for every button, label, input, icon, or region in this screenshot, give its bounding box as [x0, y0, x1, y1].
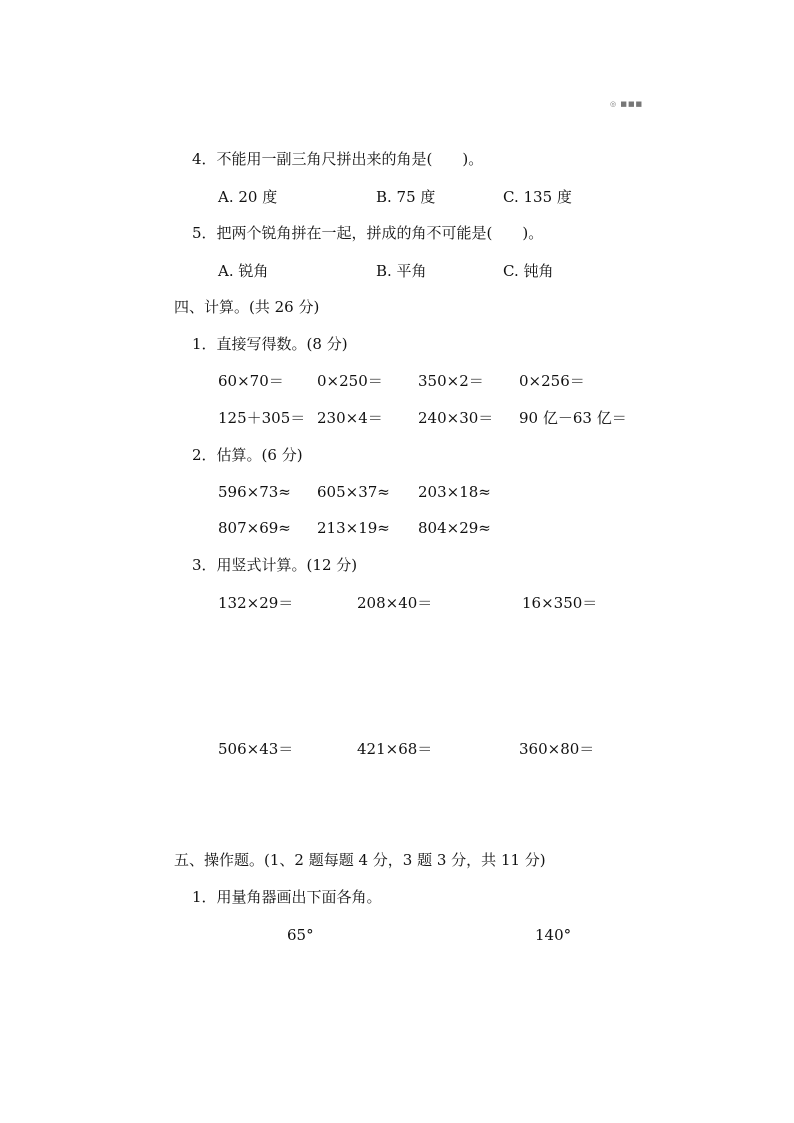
oral-calc-item: 0×250＝ [317, 372, 383, 390]
angle-label-140: 140° [535, 926, 572, 944]
oral-calc-item: 350×2＝ [418, 372, 484, 390]
q5-option-c: C. 钝角 [503, 262, 554, 280]
oral-calc-item: 240×30＝ [418, 409, 494, 427]
estimate-item: 596×73≈ [218, 483, 291, 501]
estimate-item: 605×37≈ [317, 483, 390, 501]
estimate-item: 213×19≈ [317, 519, 390, 537]
section5-title: 五、操作题。(1、2 题每题 4 分，3 题 3 分，共 11 分) [174, 851, 546, 869]
q5-stem: 5．把两个锐角拼在一起，拼成的角不可能是( )。 [192, 224, 544, 242]
oral-calc-item: 60×70＝ [218, 372, 284, 390]
vertical-calc-item: 421×68＝ [357, 740, 433, 758]
q5-option-b: B. 平角 [376, 262, 427, 280]
q4-option-a: A. 20 度 [218, 188, 278, 206]
vertical-calc-item: 360×80＝ [519, 740, 595, 758]
oral-calc-item: 90 亿－63 亿＝ [519, 409, 627, 427]
vertical-calc-item: 132×29＝ [218, 594, 294, 612]
q5-option-a: A. 锐角 [218, 262, 269, 280]
vertical-calc-item: 16×350＝ [522, 594, 598, 612]
section4-part1-title: 1．直接写得数。(8 分) [192, 335, 348, 353]
vertical-calc-item: 208×40＝ [357, 594, 433, 612]
section5-part1-title: 1．用量角器画出下面各角。 [192, 888, 382, 906]
q4-stem: 4．不能用一副三角尺拼出来的角是( )。 [192, 150, 484, 168]
section4-title: 四、计算。(共 26 分) [174, 298, 320, 316]
oral-calc-item: 0×256＝ [519, 372, 585, 390]
oral-calc-item: 125＋305＝ [218, 409, 306, 427]
q4-option-c: C. 135 度 [503, 188, 572, 206]
header-corner-mark: ◎ ■■■ [610, 100, 644, 108]
q4-option-b: B. 75 度 [376, 188, 436, 206]
angle-label-65: 65° [287, 926, 314, 944]
estimate-item: 804×29≈ [418, 519, 491, 537]
estimate-item: 203×18≈ [418, 483, 491, 501]
section4-part3-title: 3．用竖式计算。(12 分) [192, 556, 358, 574]
vertical-calc-item: 506×43＝ [218, 740, 294, 758]
section4-part2-title: 2．估算。(6 分) [192, 446, 303, 464]
estimate-item: 807×69≈ [218, 519, 291, 537]
oral-calc-item: 230×4＝ [317, 409, 383, 427]
